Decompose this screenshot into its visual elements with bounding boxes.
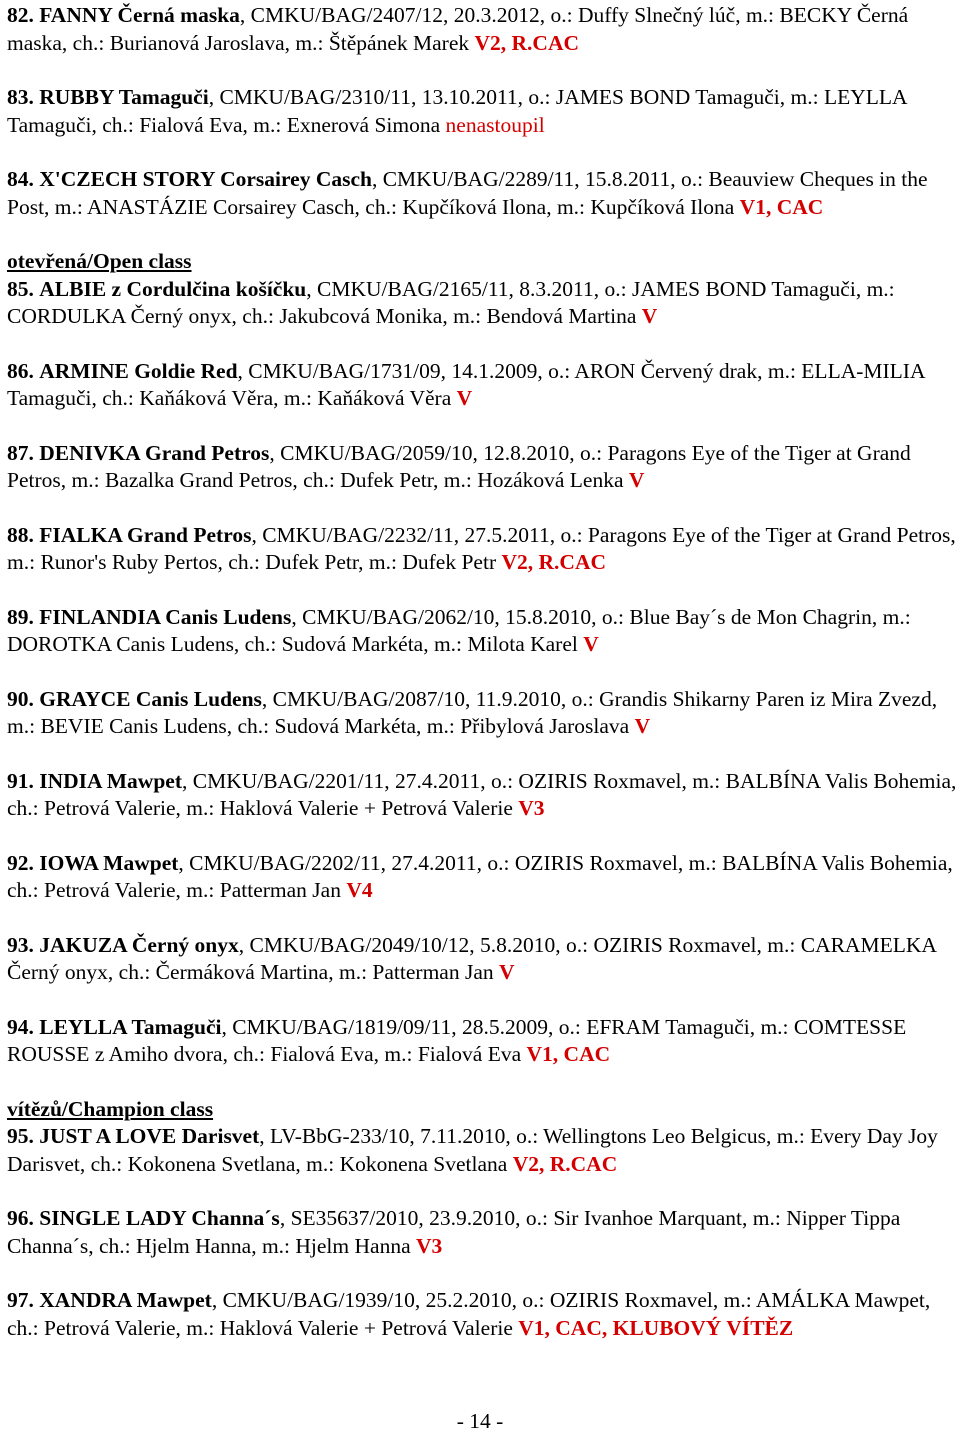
entry-95 <box>7 1123 957 1178</box>
entry-result: V4 <box>346 878 373 902</box>
entry-details: , CMKU/BAG/2202/11, 27.4.2011, o.: OZIRIS Roxmavel, m.: BALBÍNA Valis Bohemia, ch.: Petrová Valerie, m.: Patterman Jan <box>7 850 953 902</box>
entry-result: V <box>628 468 645 492</box>
page-number: - 14 - <box>456 1409 504 1433</box>
class-heading-champion: vítězů/Champion class <box>7 1096 214 1121</box>
entry-result: V1, CAC <box>526 1042 611 1066</box>
entry-details: , CMKU/BAG/2087/10, 11.9.2010, o.: Grandis Shikarny Paren iz Mira Zvezd, m.: BEVIE Canis Ludens, ch.: Sudová Markéta, m.: Přibylová Jaroslava <box>7 686 938 738</box>
entry-number: 90. <box>7 686 34 711</box>
entry-number: 87. <box>7 440 34 465</box>
entry-number: 89. <box>7 604 34 629</box>
entry-number: 86. <box>7 358 34 383</box>
entry-93 <box>7 932 957 987</box>
entry-90 <box>7 686 957 741</box>
entry-number: 94. <box>7 1014 34 1039</box>
entry-details: , SE35637/2010, 23.9.2010, o.: Sir Ivanhoe Marquant, m.: Nipper Tippa Channa´s, ch.: Hjelm Hanna, m.: Hjelm Hanna <box>7 1206 901 1258</box>
entry-number: 93. <box>7 932 34 957</box>
entry-number: 92. <box>7 850 34 875</box>
entry-number: 96. <box>7 1206 34 1230</box>
class-heading-open: otevřená/Open class <box>7 249 192 273</box>
dog-name: GRAYCE Canis Ludens <box>39 686 262 711</box>
entry-result: V1, CAC <box>739 194 824 219</box>
entry-result: V <box>499 960 515 984</box>
entry-85 <box>7 276 957 331</box>
entry-number: 82. <box>7 3 34 27</box>
entry-details: , LV-BbG-233/10, 7.11.2010, o.: Wellingtons Leo Belgicus, m.: Every Day Joy Darisvet, ch.: Kokonena Svetlana, m.: Kokonena Svetlana <box>7 1124 938 1176</box>
dog-name: ALBIE z Cordulčina košíčku <box>39 276 307 301</box>
entry-details: , CMKU/BAG/2059/10, 12.8.2010, o.: Paragons Eye of the Tiger at Grand Petros, m.: Bazalka Grand Petros, ch.: Dufek Petr, m.: Hozáková Lenka <box>7 440 911 492</box>
entry-details: , CMKU/BAG/2232/11, 27.5.2011, o.: Paragons Eye of the Tiger at Grand Petros, m.: Runor's Ruby Pertos, ch.: Dufek Petr, m.: Dufek Petr <box>7 522 956 574</box>
entry-number: 95. <box>7 1124 34 1148</box>
entry-details: , CMKU/BAG/1819/09/11, 28.5.2009, o.: EFRAM Tamaguči, m.: COMTESSE ROUSSE z Amiho dvora, ch.: Fialová Eva, m.: Fialová Eva <box>7 1014 907 1066</box>
entry-91 <box>7 768 957 823</box>
dog-name: JUST A LOVE Darisvet <box>39 1124 260 1148</box>
entry-82 <box>7 2 957 57</box>
dog-name: IOWA Mawpet <box>39 850 179 875</box>
entry-result: V2, R.CAC <box>474 30 580 55</box>
entry-details: , CMKU/BAG/2062/10, 15.8.2010, o.: Blue Bay´s de Mon Chagrin, m.: DOROTKA Canis Ludens, ch.: Sudová Markéta, m.: Milota Karel <box>7 604 911 656</box>
dog-name: RUBBY Tamaguči <box>39 85 209 109</box>
entry-97 <box>7 1287 957 1342</box>
entry-result: V2, R.CAC <box>501 550 606 574</box>
entry-94 <box>7 1014 957 1069</box>
entry-number: 97. <box>7 1288 34 1312</box>
entry-87 <box>7 440 957 495</box>
entry-details: , CMKU/BAG/2165/11, 8.3.2011, o.: JAMES BOND Tamaguči, m.: CORDULKA Černý onyx, ch.: Jakubcová Monika, m.: Bendová Martina <box>7 276 895 328</box>
dog-name: X'CZECH STORY Corsairey Casch <box>39 167 372 191</box>
entry-88 <box>7 522 957 577</box>
entry-result: V2, R.CAC <box>512 1151 618 1176</box>
entry-83 <box>7 84 957 139</box>
entry-92 <box>7 850 957 905</box>
dog-name: JAKUZA Černý onyx <box>39 932 239 957</box>
entry-result: V1, CAC, KLUBOVÝ VÍTĚZ <box>518 1315 794 1340</box>
entry-result: nenastoupil <box>445 112 545 137</box>
dog-name: ARMINE Goldie Red <box>39 358 238 383</box>
entry-details: , CMKU/BAG/2049/10/12, 5.8.2010, o.: OZIRIS Roxmavel, m.: CARAMELKA Černý onyx, ch.: Čermáková Martina, m.: Patterman Jan <box>7 932 936 984</box>
entry-details: , CMKU/BAG/2201/11, 27.4.2011, o.: OZIRIS Roxmavel, m.: BALBÍNA Valis Bohemia, ch.: Petrová Valerie, m.: Haklová Valerie + Petrová Valerie <box>7 768 957 820</box>
dog-name: FINLANDIA Canis Ludens <box>39 604 292 629</box>
dog-name: DENIVKA Grand Petros <box>39 440 270 465</box>
results-page <box>7 2 957 1369</box>
entry-86 <box>7 358 957 413</box>
dog-name: FIALKA Grand Petros <box>39 522 252 547</box>
entry-details: , CMKU/BAG/2407/12, 20.3.2012, o.: Duffy Slnečný lúč, m.: BECKY Černá maska, ch.: Burianová Jaroslava, m.: Štěpánek Marek <box>7 3 909 55</box>
entry-result: V <box>583 632 599 656</box>
entry-details: , CMKU/BAG/2289/11, 15.8.2011, o.: Beauview Cheques in the Post, m.: ANASTÁZIE Corsairey Casch, ch.: Kupčíková Ilona, m.: Kupčíková Ilona <box>7 167 928 219</box>
entry-details: , CMKU/BAG/1939/10, 25.2.2010, o.: OZIRIS Roxmavel, m.: AMÁLKA Mawpet, ch.: Petrová Valerie, m.: Haklová Valerie + Petrová Valerie <box>7 1288 931 1340</box>
entry-result: V3 <box>518 796 545 820</box>
entry-result: V <box>634 714 651 738</box>
entry-number: 91. <box>7 768 34 793</box>
entry-result: V <box>641 304 658 328</box>
entry-number: 85. <box>7 276 34 301</box>
entry-84 <box>7 166 957 221</box>
entry-number: 83. <box>7 85 34 109</box>
entry-result: V <box>456 386 473 410</box>
dog-name: XANDRA Mawpet <box>39 1288 212 1312</box>
entry-89 <box>7 604 957 659</box>
dog-name: LEYLLA Tamaguči <box>39 1014 222 1039</box>
entry-number: 88. <box>7 522 34 547</box>
entry-details: , CMKU/BAG/1731/09, 14.1.2009, o.: ARON Červený drak, m.: ELLA-MILIA Tamaguči, ch.: Kaňáková Věra, m.: Kaňáková Věra <box>7 358 925 410</box>
entry-96 <box>7 1205 957 1260</box>
entry-details: , CMKU/BAG/2310/11, 13.10.2011, o.: JAMES BOND Tamaguči, m.: LEYLLA Tamaguči, ch.: Fialová Eva, m.: Exnerová Simona <box>7 85 907 137</box>
dog-name: INDIA Mawpet <box>39 768 182 793</box>
entry-number: 84. <box>7 167 34 191</box>
dog-name: FANNY Černá maska <box>39 3 240 27</box>
entry-result: V3 <box>416 1233 443 1258</box>
dog-name: SINGLE LADY Channa´s <box>39 1206 280 1230</box>
